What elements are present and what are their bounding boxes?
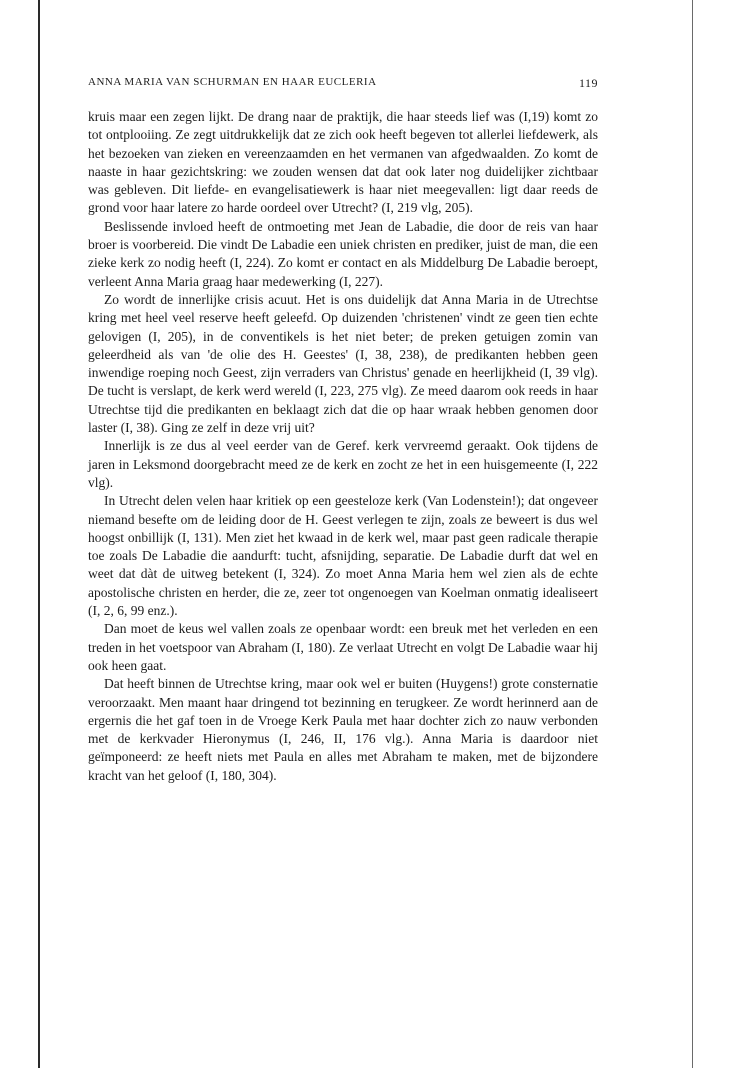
body-text	[88, 108, 598, 785]
running-title: ANNA MARIA VAN SCHURMAN EN HAAR EUCLERIA	[88, 76, 377, 88]
paragraph-labadie-influence: Beslissende invloed heeft de ontmoeting met Jean de Labadie, die door de reis van haar broer is voorbereid. Die vindt De Labadie een uniek christen en prediker, juist de man, die een zieke kerk zo nodig heeft (I, 224). Zo komt er contact en als Middelburg De Labadie beroept, verleent Anna Maria graag haar medewerking (I, 227).	[88, 218, 598, 289]
scan-edge-left	[38, 0, 40, 1068]
paragraph-consternation: Dat heeft binnen de Utrechtse kring, maar ook wel er buiten (Huygens!) grote consternatie veroorzaakt. Men maant haar dringend tot bezinning en terugkeer. Ze wordt herinnerd aan de ergernis die het gaf toen in de Vroege Kerk Paula met haar dochter zich zo nauw verbonden met de kerkvader Hieronymus (I, 246, II, 176 vlg.). Anna Maria is daardoor niet geïmponeerd: ze heeft niets met Paula en alles met Abraham te maken, met de bijzondere kracht van het geloof (I, 180, 304).	[88, 676, 598, 783]
paragraph-estrangement: Innerlijk is ze dus al veel eerder van de Geref. kerk vervreemd geraakt. Ook tijdens de jaren in Leksmond doorgebracht meed ze de kerk en zocht ze het in een huisgemeente (I, 222 vlg).	[88, 438, 598, 490]
paragraph-continuation: kruis maar een zegen lijkt. De drang naar de praktijk, die haar steeds lief was (I,19) komt zo tot ontplooiing. Ze zegt uitdrukkelijk dat ze zich ook heeft begeven tot allerlei liefdewerk, als het bezoeken van zieken en vereenzaamden en het vermanen van afgedwaalden. Zo komt de naaste in haar gezichtskring: we zouden wensen dat dat ook later nog duidelijker zichtbaar was gebleven. Dit liefde- en evangelisatiewerk is haar niet meegevallen: ligt daar reeds de grond voor haar latere zo harde oordeel over Utrecht? (I, 219 vlg, 205).	[88, 109, 598, 216]
running-header	[88, 76, 598, 92]
paragraph-utrecht-critique: In Utrecht delen velen haar kritiek op een geesteloze kerk (Van Lodenstein!); dat ongeveer niemand besefte om de leiding door de H. Geest verlegen te zijn, zoals ze beweert is dus wel hoogst onbillijk (I, 131). Men ziet het kwaad in de kerk wel, maar past geen radicale therapie toe zoals De Labadie die aandurft: tucht, afsnijding, separatie. De Labadie durft dat wel en weet dat dàt de uitweg betekent (I, 324). Zo moet Anna Maria hem wel zien als de echte apostolische christen en herder, die ze, zeer tot ongenoegen van Koelman onmatig idealiseert (I, 2, 6, 99 enz.).	[88, 493, 598, 619]
page-number: 119	[578, 76, 598, 90]
paragraph-choice: Dan moet de keus wel vallen zoals ze openbaar wordt: een breuk met het verleden en een treden in het voetspoor van Abraham (I, 180). Ze verlaat Utrecht en volgt De Labadie waar hij ook heen gaat.	[88, 621, 598, 673]
scan-edge-right	[692, 0, 693, 1068]
paragraph-inner-crisis: Zo wordt de innerlijke crisis acuut. Het is ons duidelijk dat Anna Maria in de Utrechtse kring met heel veel reserve heeft geleefd. Op duizenden 'christenen' vindt ze geen tien echte gelovigen (I, 205), in de conventikels is het niet beter; de preken getuigen zomin van geleerdheid als van 'de olie des H. Geestes' (I, 38, 238), de predikanten hebben geen inwendige roeping noch Geest, zijn verraders van Christus' genade en heerlijkheid (I, 39 vlg). De tucht is verslapt, de kerk werd wereld (I, 223, 275 vlg). Ze meed daarom ook reeds in haar Utrechtse tijd die predikanten en beklaagt zich dat die op haar wraak hebben genomen door laster (I, 38). Ging ze zelf in deze vrij uit?	[88, 291, 598, 436]
